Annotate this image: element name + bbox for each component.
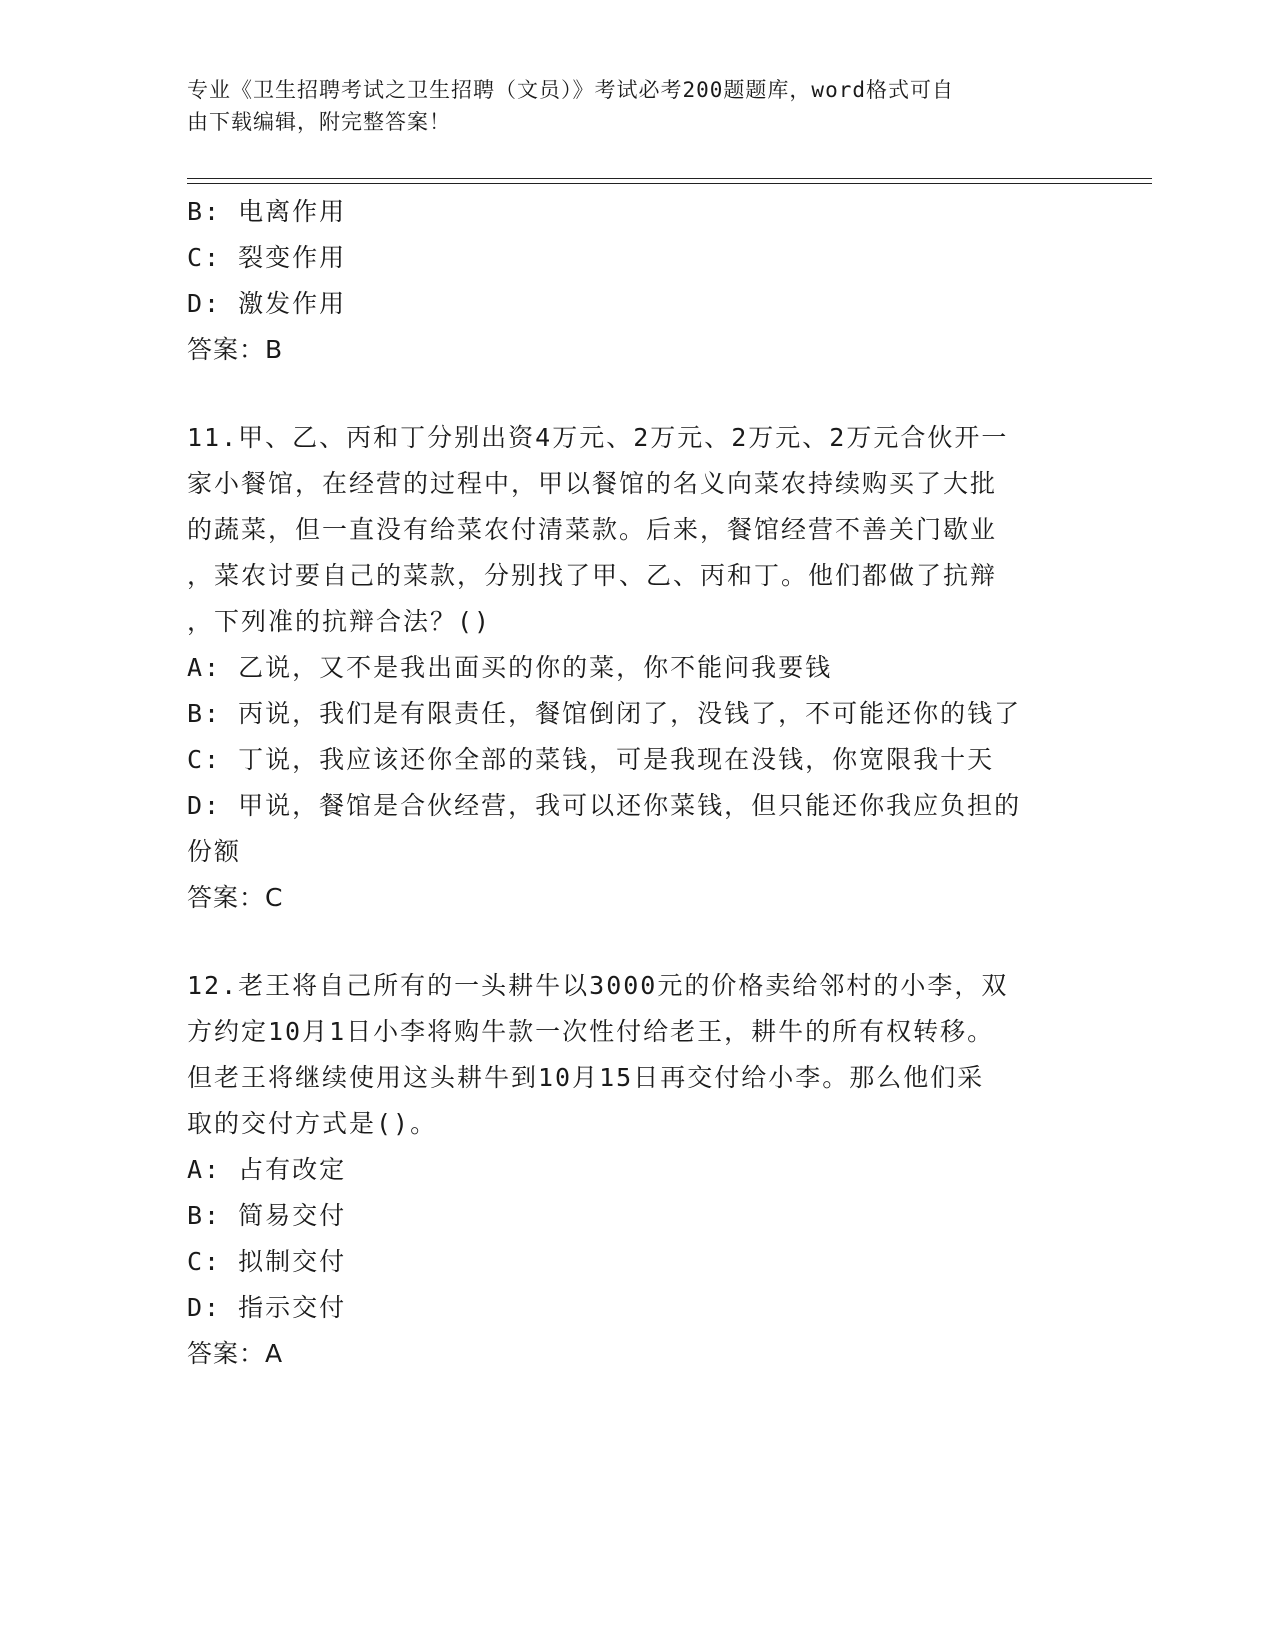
answer-line: 答案：C [187, 883, 284, 912]
question-text [187, 963, 1087, 1147]
header-divider-top [187, 178, 1152, 179]
option-d-continued: 份额 [187, 837, 242, 866]
question-text-line: ，菜农讨要自己的菜款，分别找了甲、乙、丙和丁。他们都做了抗辩 [187, 561, 998, 590]
header-divider-bottom [187, 183, 1152, 184]
question-text [187, 415, 1087, 645]
question-text-line: 但老王将继续使用这头耕牛到10月15日再交付给小李。那么他们采 [187, 1063, 985, 1092]
question-10-tail [187, 189, 1087, 373]
header-line-2: 由下载编辑，附完整答案！ [187, 110, 451, 134]
option-d: D: 甲说，餐馆是合伙经营，我可以还你菜钱，但只能还你我应负担的 [187, 791, 1022, 820]
header-line-1: 专业《卫生招聘考试之卫生招聘（文员）》考试必考200题题库，word格式可自 [187, 78, 954, 102]
option-a: A: 占有改定 [187, 1155, 347, 1184]
question-text-line: 的蔬菜，但一直没有给菜农付清菜款。后来，餐馆经营不善关门歇业 [187, 515, 998, 544]
option-b: B: 电离作用 [187, 197, 347, 226]
option-c: C: 丁说，我应该还你全部的菜钱，可是我现在没钱，你宽限我十天 [187, 745, 995, 774]
option-a: A: 乙说，又不是我出面买的你的菜，你不能问我要钱 [187, 653, 833, 682]
document-header [187, 74, 1067, 138]
question-12 [187, 963, 1087, 1377]
question-text-line: ，下列准的抗辩合法？() [187, 607, 492, 636]
answer-line: 答案：A [187, 1339, 284, 1368]
question-text-line: 家小餐馆，在经营的过程中，甲以餐馆的名义向菜农持续购买了大批 [187, 469, 998, 498]
option-d: D: 激发作用 [187, 289, 347, 318]
question-text-line: 11.甲、乙、丙和丁分别出资4万元、2万元、2万元、2万元合伙开一 [187, 423, 1009, 452]
option-d: D: 指示交付 [187, 1293, 347, 1322]
question-text-line: 取的交付方式是()。 [187, 1109, 438, 1138]
option-c: C: 拟制交付 [187, 1247, 347, 1276]
question-11 [187, 415, 1087, 921]
question-text-line: 12.老王将自己所有的一头耕牛以3000元的价格卖给邻村的小李，双 [187, 971, 1009, 1000]
option-b: B: 简易交付 [187, 1201, 347, 1230]
question-text-line: 方约定10月1日小李将购牛款一次性付给老王，耕牛的所有权转移。 [187, 1017, 995, 1046]
document-body [187, 189, 1087, 1377]
option-c: C: 裂变作用 [187, 243, 347, 272]
answer-line: 答案：B [187, 335, 284, 364]
option-b: B: 丙说，我们是有限责任，餐馆倒闭了，没钱了，不可能还你的钱了 [187, 699, 1022, 728]
